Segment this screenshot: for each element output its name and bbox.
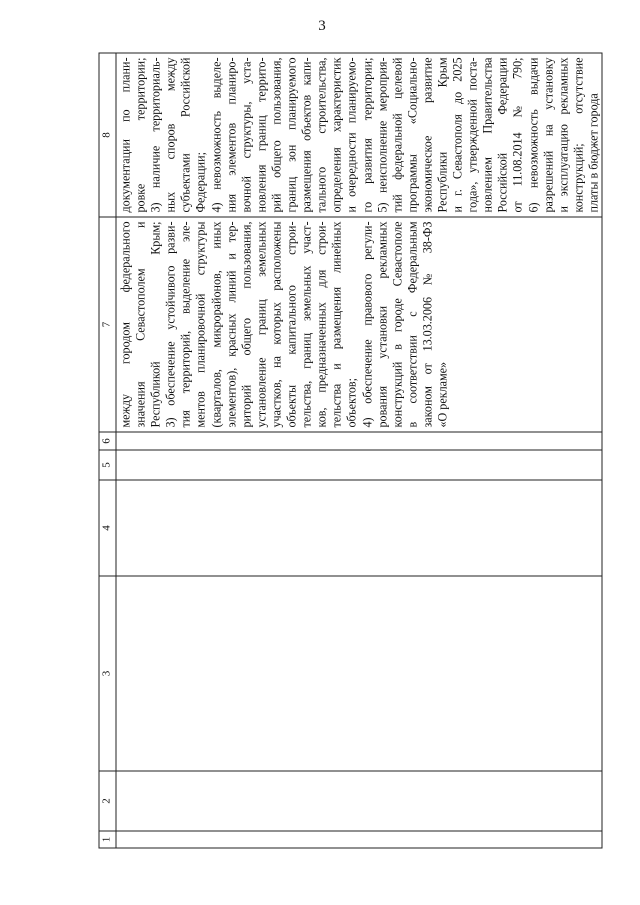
text-line: Российской Федерации [495,57,510,213]
text-line: новлением Правительства [480,57,495,213]
text-line: ков, предназначенных для строи- [314,221,329,428]
text-line: Республики Крым [435,57,450,213]
text-line: рий общего пользования, [269,57,284,213]
header-col-8: 8 [99,53,116,217]
text-line: объектов; [344,378,359,428]
text-line: определения характеристик [329,57,344,213]
text-line: субъектами Российской [178,57,193,213]
text-line: ментов планировочной структуры [193,221,208,428]
text-line: экономическое развитие [420,57,435,213]
text-line: законом от 13.03.2006 № 38-ФЗ [420,221,435,428]
cell-col-3 [116,576,602,771]
text-line: риторий общего пользования, [239,221,254,428]
text-line: (кварталов, микрорайонов, иных [209,221,224,428]
text-line: размещения объектов капи- [299,57,314,213]
document-table [99,53,603,849]
text-line: тия территорий, выделение эле- [178,221,193,428]
text-line: конструкций в городе Севастополе [390,221,405,428]
text-line: 5) неисполнение мероприя- [375,57,390,213]
header-col-2: 2 [99,771,116,831]
text-line: разрешений на установку [541,57,556,213]
text-line: конструкций; отсутствие [571,57,586,213]
cell-col-4 [116,480,602,576]
cell-col-8 [116,53,602,217]
text-line: в соответствии с Федеральным [405,221,420,428]
text-line: от 11.08.2014 № 790; [510,57,525,213]
cell-col-2 [116,771,602,831]
header-col-4: 4 [99,480,116,576]
text-line: установление границ земельных [254,221,269,428]
header-col-7: 7 [99,217,116,432]
text-line: Республикой Крым; [148,221,163,428]
col-8-text [117,54,602,217]
text-line: между городом федерального [118,221,133,428]
text-line: года», утвержденной поста- [465,57,480,213]
text-line: ровке территории; [133,57,148,213]
text-line: участков, на которых расположены [269,221,284,428]
text-line: и эксплуатацию рекламных [556,57,571,213]
header-col-1: 1 [99,831,116,848]
text-line: тельства и размещения линейных [329,221,344,428]
page-number: 3 [318,18,326,34]
text-line: рования установки рекламных [375,221,390,428]
cell-col-7 [116,217,602,432]
text-line: вочной структуры, уста- [239,57,254,213]
text-line: 4) невозможность выделе- [209,57,224,213]
cell-col-6 [116,432,602,450]
text-line: тельства, границ земельных участ- [299,221,314,428]
text-line: элементов), красных линий и тер- [224,221,239,428]
cell-col-1 [116,831,602,848]
text-line: «О рекламе» [435,361,450,428]
text-line: тального строительства, [314,57,329,213]
rotated-table-container [99,54,601,849]
col-7-text [117,218,451,432]
text-line: ния элементов планиро- [224,57,239,213]
table-row [116,53,602,848]
text-line: значения Севастополем и [133,221,148,428]
header-col-5: 5 [99,450,116,480]
text-line: программы «Социально- [405,57,420,213]
text-line: новления границ террито- [254,57,269,213]
text-line: го развития территории; [360,57,374,213]
text-line: границ зон планируемого [284,57,299,213]
text-line: и г. Севастополя до 2025 [450,57,465,213]
text-line: ных споров между [163,57,178,213]
text-line: Федерации; [193,152,208,213]
text-line: документации по плани- [118,57,133,213]
text-line: тий федеральной целевой [390,57,405,213]
text-line: платы в бюджет города [586,93,601,213]
text-line: 3) обеспечение устойчивого разви- [163,221,178,428]
header-col-6: 6 [99,432,116,450]
text-line: и очередности планируемо- [344,57,359,213]
header-col-3: 3 [99,576,116,771]
text-line: объекты капитального строи- [284,221,299,428]
text-line: 6) невозможность выдачи [526,57,541,213]
text-line: 4) обеспечение правового регули- [360,221,374,428]
text-line: 3) наличие территориаль- [148,57,163,213]
header-row [99,53,116,848]
cell-col-5 [116,450,602,480]
